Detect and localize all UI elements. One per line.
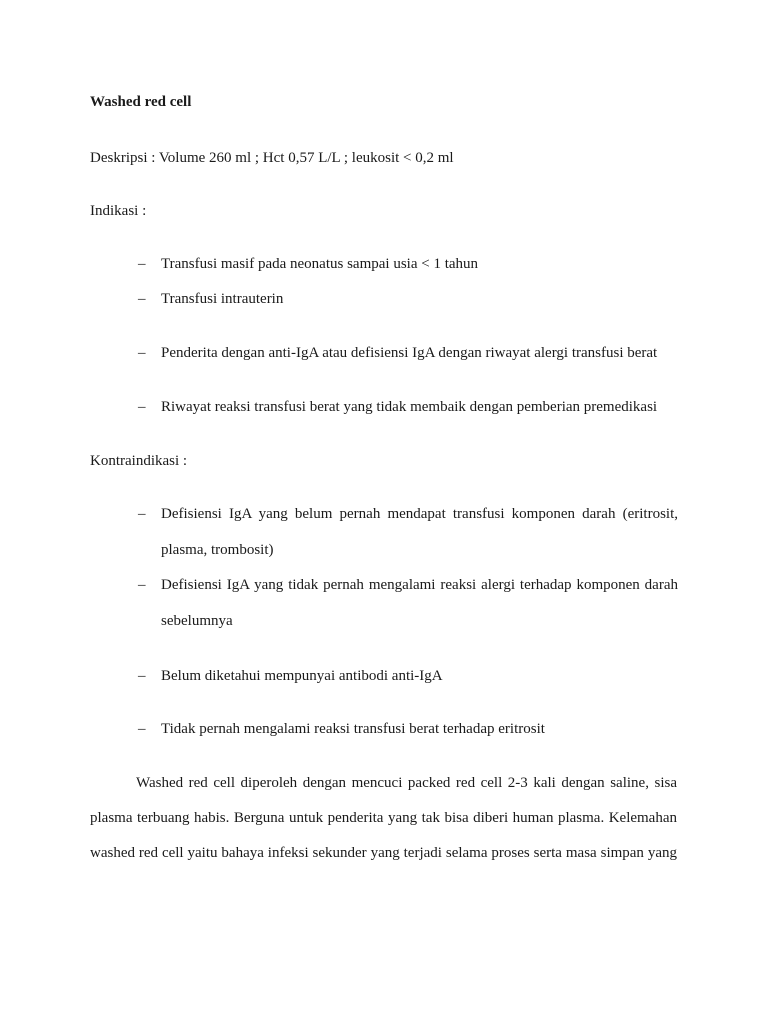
paragraph-line: plasma terbuang habis. Berguna untuk penderita yang tak bisa diberi human plasma. Kelemahan [90,810,677,826]
dash-bullet: – [138,668,146,684]
dash-bullet: – [138,256,146,272]
list-item [138,343,678,363]
list-item-continuation: plasma, trombosit) [161,542,274,558]
list-item [138,289,678,309]
kontraindikasi-heading: Kontraindikasi : [90,453,188,469]
list-item-text: Defisiensi IgA yang tidak pernah mengalami reaksi alergi terhadap komponen darah [161,577,678,593]
paragraph-line: washed red cell yaitu bahaya infeksi sekunder yang terjadi selama proses serta masa simpan yang [90,845,677,861]
dash-bullet: – [138,721,146,737]
list-item [138,719,678,739]
indikasi-heading: Indikasi : [90,203,147,219]
paragraph-line: Washed red cell diperoleh dengan mencuci packed red cell 2-3 kali dengan saline, sisa [136,775,677,791]
list-item-text: Riwayat reaksi transfusi berat yang tidak membaik dengan pemberian premedikasi [161,399,658,415]
list-item-text: Transfusi masif pada neonatus sampai usia < 1 tahun [161,256,479,272]
list-item [138,254,678,274]
dash-bullet: – [138,345,146,361]
list-item [138,666,678,686]
dash-bullet: – [138,291,146,307]
list-item-text: Penderita dengan anti-IgA atau defisiensi IgA dengan riwayat alergi transfusi berat [161,345,658,361]
list-item [138,504,678,560]
list-item-text: Transfusi intrauterin [161,291,284,307]
list-item [138,397,678,417]
dash-bullet: – [138,506,146,522]
list-item-text: Tidak pernah mengalami reaksi transfusi berat terhadap eritrosit [161,721,545,737]
dash-bullet: – [138,577,146,593]
list-item-continuation: sebelumnya [161,613,233,629]
body-paragraph [90,773,677,878]
dash-bullet: – [138,399,146,415]
document-title: Washed red cell [90,94,192,110]
list-item-text: Belum diketahui mempunyai antibodi anti-IgA [161,668,443,684]
list-item [138,575,678,631]
description-line: Deskripsi : Volume 260 ml ; Hct 0,57 L/L ; leukosit < 0,2 ml [90,150,454,166]
list-item-text: Defisiensi IgA yang belum pernah mendapat transfusi komponen darah (eritrosit, [161,506,678,522]
